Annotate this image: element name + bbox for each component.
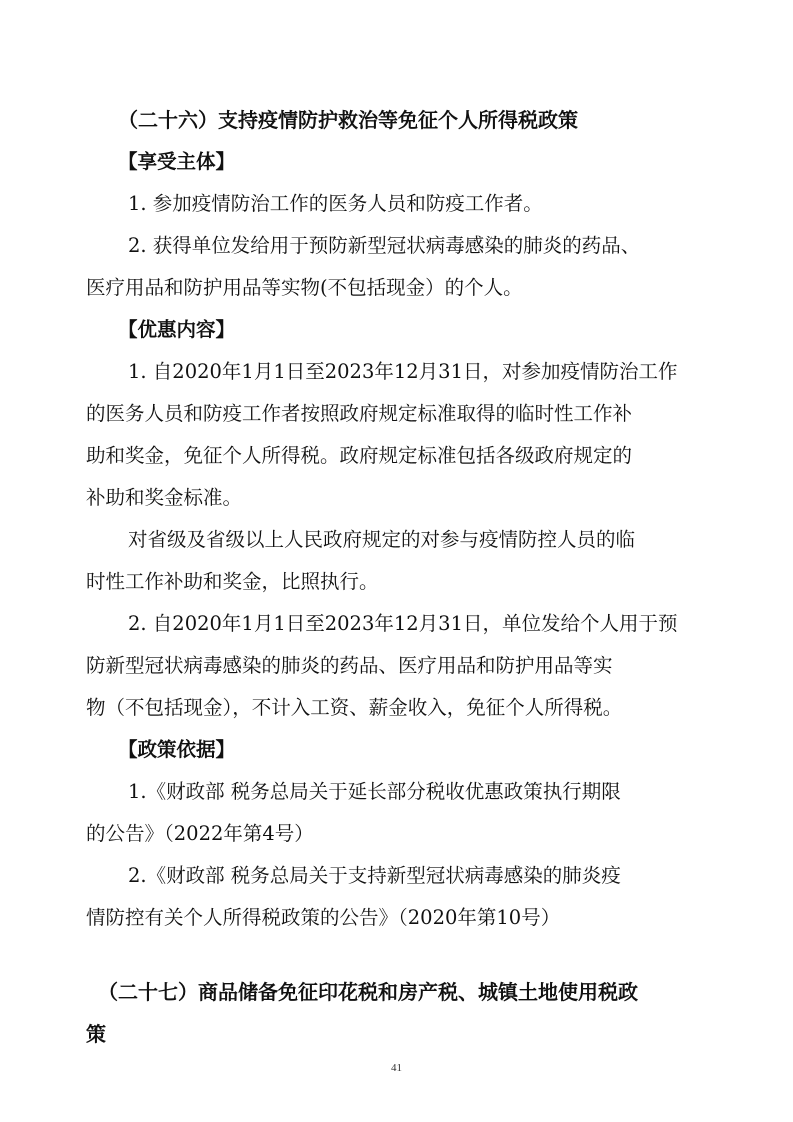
paragraph-line: 时性工作补助和奖金，比照执行。 bbox=[86, 570, 379, 593]
paragraph-line: 2.《财政部 税务总局关于支持新型冠状病毒感染的肺炎疫 bbox=[128, 864, 621, 887]
page-number: 41 bbox=[391, 1062, 402, 1074]
paragraph-line: 2. 自2020年1月1日至2023年12月31日，单位发给个人用于预 bbox=[128, 612, 678, 635]
paragraph-line: 的公告》（2022年第4号） bbox=[86, 822, 314, 845]
paragraph-line: 助和奖金，免征个人所得税。政府规定标准包括各级政府规定的 bbox=[86, 444, 633, 467]
paragraph-line: 的医务人员和防疫工作者按照政府规定标准取得的临时性工作补 bbox=[86, 402, 633, 425]
section-27-title: （二十七）商品储备免征印花税和房产税、城镇土地使用税政 bbox=[98, 980, 638, 1004]
section-27-title-continued: 策 bbox=[86, 1022, 106, 1046]
subject-heading: 【享受主体】 bbox=[118, 150, 236, 173]
section-26-title: （二十六）支持疫情防护救治等免征个人所得税政策 bbox=[118, 108, 578, 132]
content-heading: 【优惠内容】 bbox=[118, 318, 236, 341]
paragraph-line: 1. 自2020年1月1日至2023年12月31日，对参加疫情防治工作 bbox=[128, 360, 678, 383]
paragraph-line: 1.《财政部 税务总局关于延长部分税收优惠政策执行期限 bbox=[128, 780, 621, 803]
paragraph-line: 情防控有关个人所得税政策的公告》（2020年第10号） bbox=[86, 906, 561, 929]
paragraph-line: 2. 获得单位发给用于预防新型冠状病毒感染的肺炎的药品、 bbox=[128, 234, 641, 257]
paragraph-line: 物（不包括现金），不计入工资、薪金收入，免征个人所得税。 bbox=[86, 696, 623, 719]
paragraph-line: 1. 参加疫情防治工作的医务人员和防疫工作者。 bbox=[128, 192, 543, 215]
paragraph-line: 对省级及省级以上人民政府规定的对参与疫情防控人员的临 bbox=[128, 528, 636, 551]
paragraph-line: 补助和奖金标准。 bbox=[86, 486, 243, 509]
paragraph-line: 医疗用品和防护用品等实物(不包括现金）的个人。 bbox=[86, 276, 523, 299]
basis-heading: 【政策依据】 bbox=[118, 738, 236, 761]
paragraph-line: 防新型冠状病毒感染的肺炎的药品、医疗用品和防护用品等实 bbox=[86, 654, 613, 677]
